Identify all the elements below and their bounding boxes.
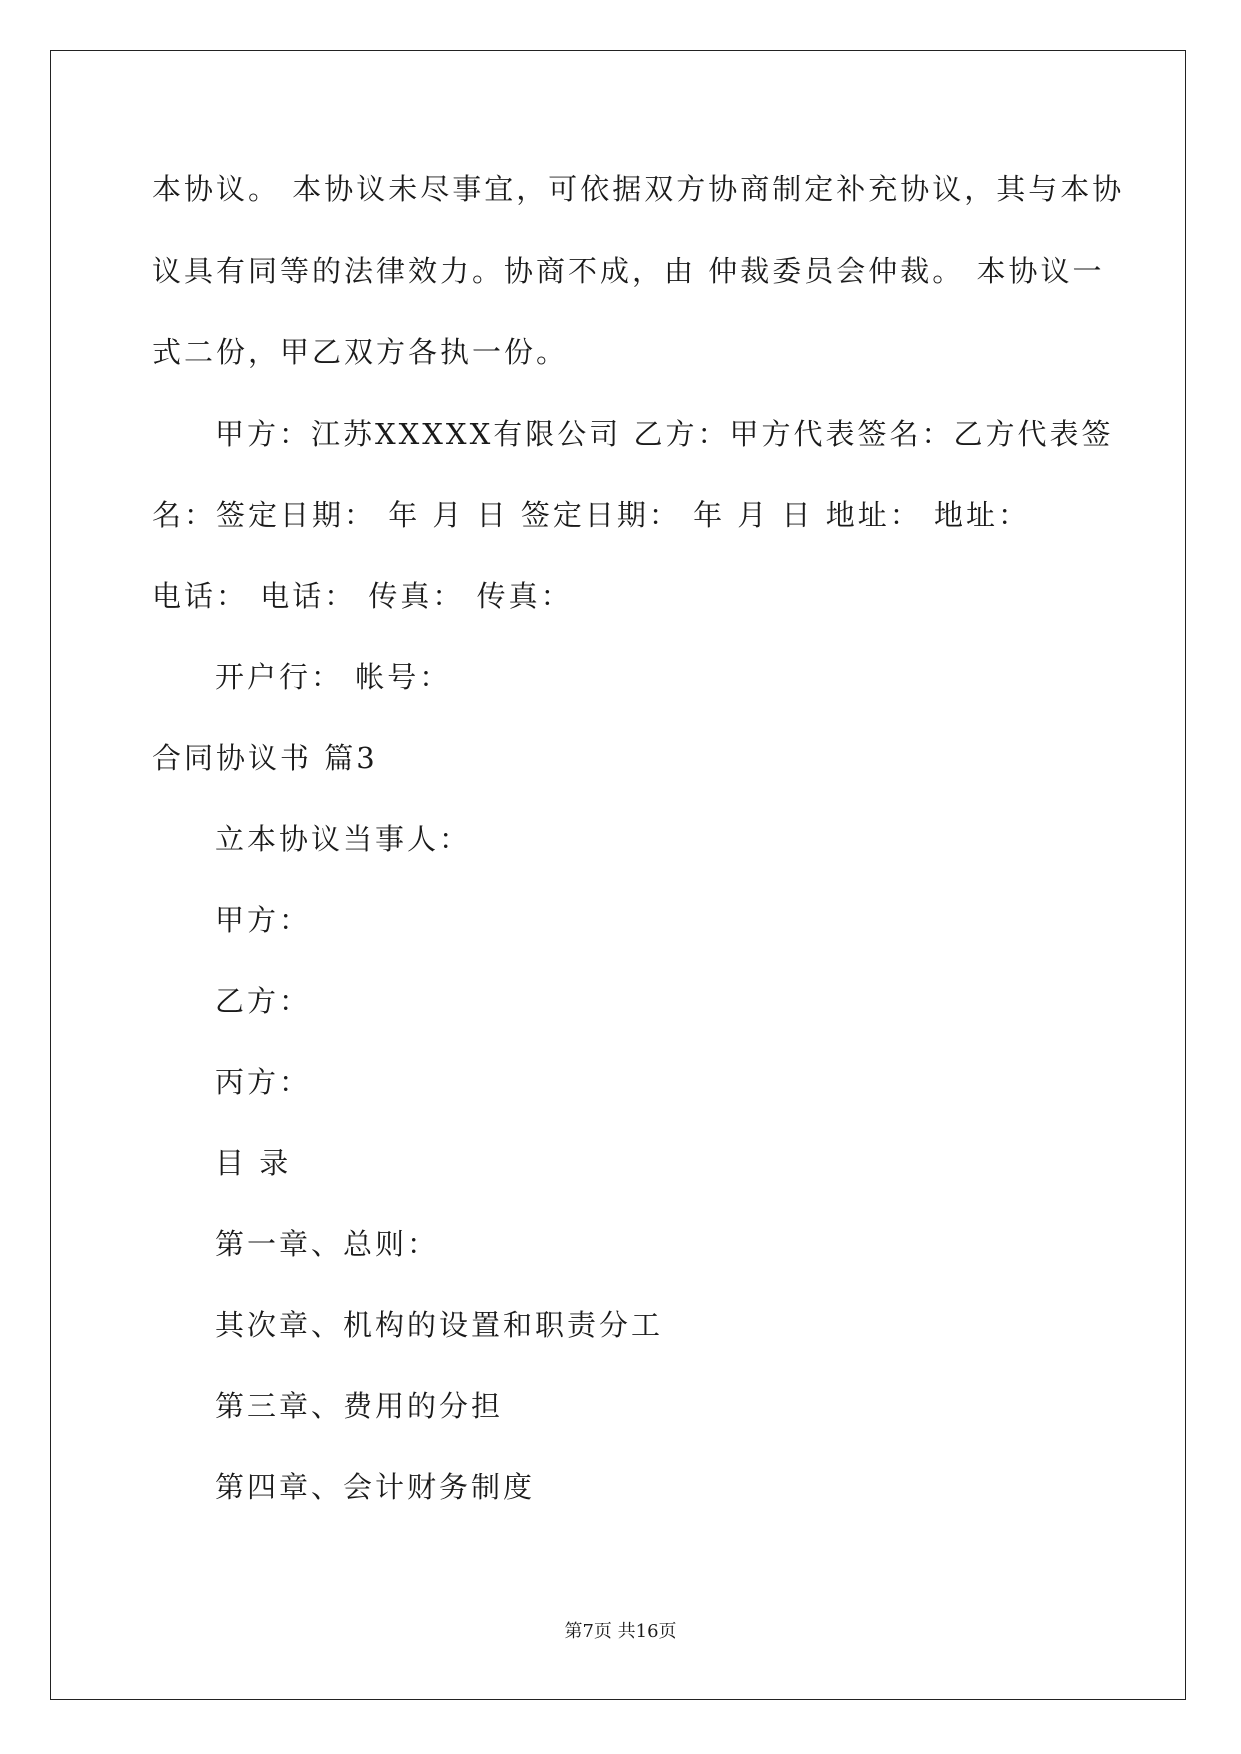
paragraph-line: 议具有同等的法律效力。协商不成，由 仲裁委员会仲裁。 本协议一 xyxy=(152,254,1105,288)
section-heading: 合同协议书 篇3 xyxy=(152,741,378,775)
paragraph-line: 本协议。 本协议未尽事宜，可依据双方协商制定补充协议，其与本协 xyxy=(152,172,1125,206)
party-c-line: 丙方： xyxy=(215,1065,312,1099)
toc-item: 其次章、机构的设置和职责分工 xyxy=(215,1308,664,1342)
party-a-line: 甲方： xyxy=(215,903,312,937)
toc-item: 第四章、会计财务制度 xyxy=(215,1470,536,1504)
signature-line: 甲方：江苏XXXXX有限公司 乙方：甲方代表签名：乙方代表签 xyxy=(215,417,1114,451)
signature-line: 电话： 电话： 传真： 传真： xyxy=(152,579,573,613)
toc-item: 第一章、总则： xyxy=(215,1227,440,1261)
parties-intro: 立本协议当事人： xyxy=(215,822,472,856)
signature-line: 名：签定日期： 年 月 日 签定日期： 年 月 日 地址： 地址： xyxy=(152,498,1030,532)
page-footer: 第7页 共16页 xyxy=(564,1621,677,1642)
toc-item: 第三章、费用的分担 xyxy=(215,1389,504,1423)
party-b-line: 乙方： xyxy=(215,984,312,1018)
paragraph-line: 式二份，甲乙双方各执一份。 xyxy=(152,335,569,369)
page-border xyxy=(50,50,1186,1700)
bank-info-line: 开户行： 帐号： xyxy=(215,660,452,694)
toc-title: 目 录 xyxy=(215,1146,292,1180)
